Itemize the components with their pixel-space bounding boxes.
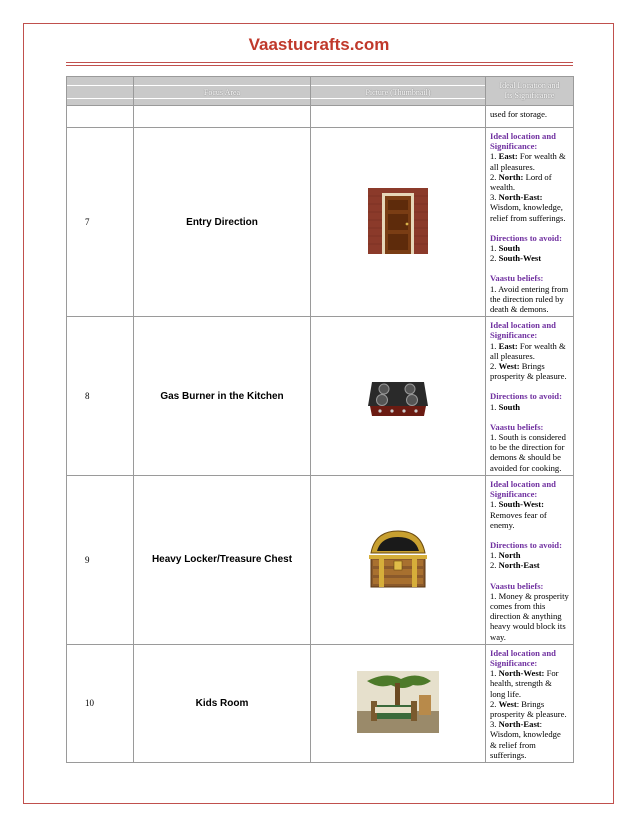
ideal-item: 2. North: Lord of wealth. [490, 171, 552, 193]
header-picture: Picture (Thumbnail) [311, 77, 486, 106]
row-number: 9 [67, 475, 134, 644]
ideal-item: 3. North-East: Wisdom, knowledge, relief from sufferings. [490, 192, 566, 223]
header-ideal-location: Ideal Location and Its Significance [486, 77, 574, 106]
title-rule [66, 62, 573, 63]
ideal-location-cell [486, 317, 574, 476]
avoid-label: Directions to avoid: [490, 232, 562, 243]
ideal-label: Ideal location and Significance: [490, 131, 556, 152]
header-number [67, 77, 134, 106]
ideal-item: 1. East: For wealth & all pleasures. [490, 151, 566, 172]
ideal-label: Ideal location and Significance: [490, 320, 556, 341]
avoid-item: 2. North-East [490, 560, 540, 571]
table-header-row [67, 77, 574, 106]
avoid-label: Directions to avoid: [490, 539, 562, 550]
row-number: 10 [67, 644, 134, 762]
beliefs-text: 1. Money & prosperity comes from this direction & anything heavy would block its way. [490, 590, 569, 642]
avoid-item: 2. South-West [490, 253, 542, 264]
beliefs-label: Vaastu beliefs: [490, 421, 544, 432]
ideal-location-cell [486, 644, 574, 762]
avoid-item: 1. South [490, 401, 521, 412]
header-focus-area: Focus Area [134, 77, 311, 106]
ideal-item: 1. North-West: For health, strength & long life. [490, 668, 559, 699]
wooden-door-image [311, 128, 486, 317]
table-row [67, 317, 574, 476]
treasure-chest-image [311, 475, 486, 644]
focus-area: Heavy Locker/Treasure Chest [134, 475, 311, 644]
beliefs-text: 1. South is considered to be the direction for demons & should be avoided for cooking. [490, 432, 566, 473]
row-number: 7 [67, 128, 134, 317]
beliefs-text: 1. Avoid entering from the direction ruled by death & demons. [490, 283, 569, 315]
focus-area: Entry Direction [134, 128, 311, 317]
beliefs-label: Vaastu beliefs: [490, 273, 544, 284]
ideal-item: 3. North-East: Wisdom, knowledge & relief from sufferings. [490, 719, 561, 760]
table-row [67, 644, 574, 762]
ideal-item: 1. South-West: Removes fear of enemy. [490, 499, 547, 530]
continuation-row [67, 106, 574, 128]
focus-area: Gas Burner in the Kitchen [134, 317, 311, 476]
ideal-item: 1. East: For wealth & all pleasures. [490, 340, 566, 361]
beliefs-label: Vaastu beliefs: [490, 580, 544, 591]
row-number: 8 [67, 317, 134, 476]
avoid-item: 1. South [490, 243, 521, 254]
ideal-location-cell [486, 128, 574, 317]
ideal-label: Ideal location and Significance: [490, 647, 556, 668]
ideal-label: Ideal location and Significance: [490, 478, 556, 500]
ideal-location-cell [486, 475, 574, 644]
continuation-text: used for storage. [486, 106, 574, 128]
avoid-label: Directions to avoid: [490, 391, 562, 402]
ideal-item: 2. West: Brings prosperity & pleasure. [490, 698, 567, 719]
avoid-item: 1. North [490, 550, 521, 561]
ideal-item: 2. West: Brings prosperity & pleasure. [490, 361, 567, 382]
title-rule-secondary [66, 65, 573, 66]
table-row [67, 475, 574, 644]
table-row [67, 128, 574, 317]
vaastu-table [66, 76, 574, 763]
site-title: Vaastucrafts.com [248, 35, 390, 54]
gas-stove-image [311, 317, 486, 476]
focus-area: Kids Room [134, 644, 311, 762]
kids-room-image [311, 644, 486, 762]
